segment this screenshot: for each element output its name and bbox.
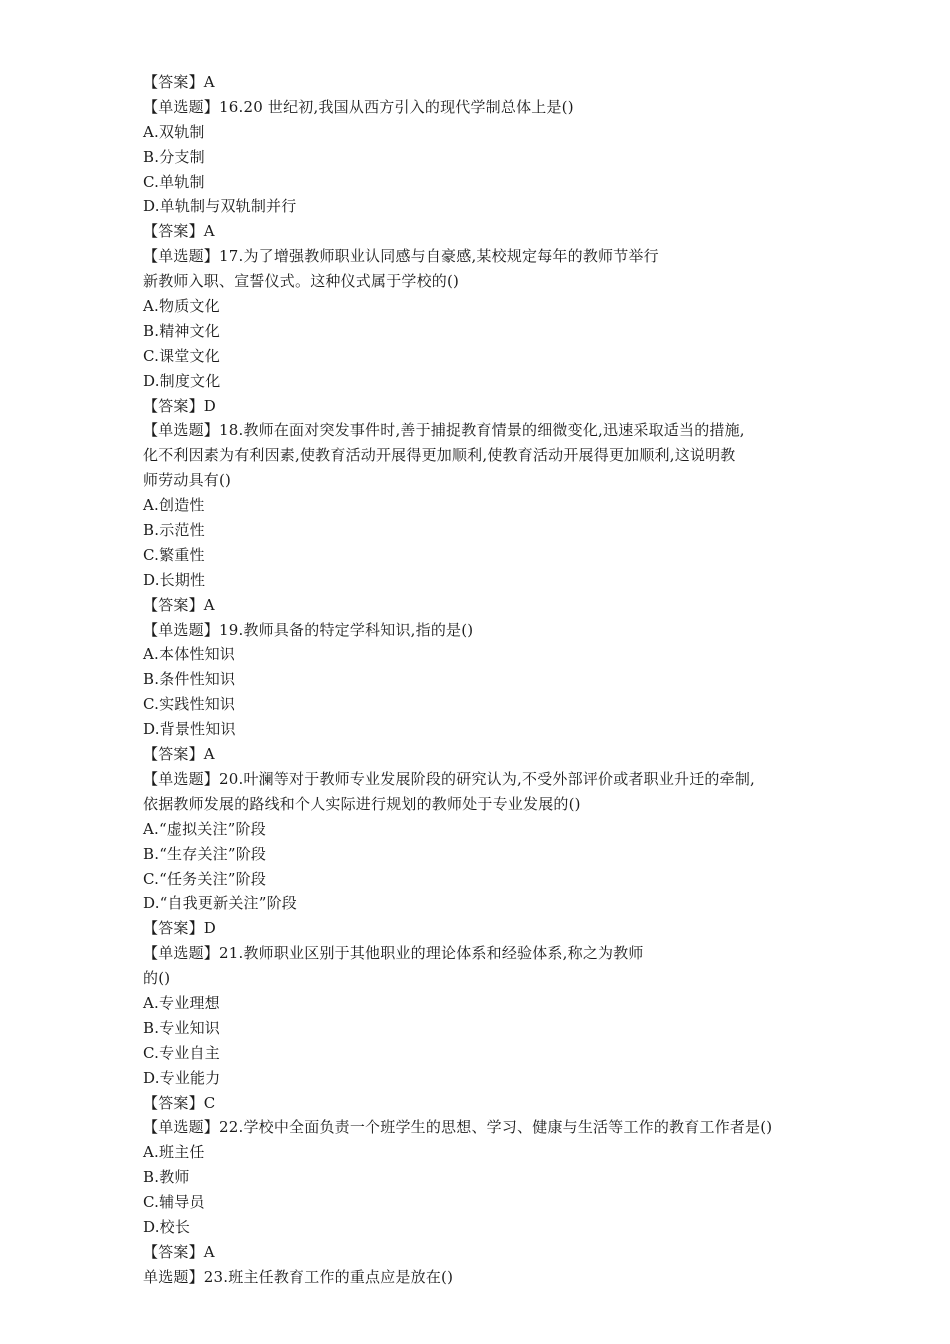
text-line: 的(): [143, 969, 171, 988]
text-line: 【答案】A: [143, 1242, 215, 1261]
text-line: B.教师: [143, 1168, 190, 1187]
text-line: C.辅导员: [143, 1193, 205, 1212]
text-line: 【答案】A: [143, 222, 215, 241]
text-line: 【单选题】20.叶澜等对于教师专业发展阶段的研究认为,不受外部评价或者职业升迁的牵制,: [143, 769, 755, 788]
text-line: 【答案】A: [143, 73, 215, 91]
text-line: D.单轨制与双轨制并行: [143, 197, 297, 216]
text-line: 【单选题】19.教师具备的特定学科知识,指的是(): [143, 620, 474, 639]
text-line: B.条件性知识: [143, 670, 236, 689]
text-line: A.双轨制: [143, 122, 205, 141]
text-line: C.“任务关注”阶段: [143, 869, 267, 888]
text-line: A.“虚拟关注”阶段: [143, 819, 266, 838]
text-line: A.班主任: [143, 1143, 205, 1162]
text-line: C.专业自主: [143, 1043, 220, 1062]
text-line: D.校长: [143, 1217, 191, 1236]
text-line: D.长期性: [143, 570, 206, 589]
text-line: D.专业能力: [143, 1068, 221, 1087]
text-line: 【单选题】22.学校中全面负责一个班学生的思想、学习、健康与生活等工作的教育工作者是(): [143, 1118, 773, 1137]
text-line: C.单轨制: [143, 172, 205, 191]
text-column: [143, 70, 803, 1290]
text-line: 依据教师发展的路线和个人实际进行规划的教师处于专业发展的(): [143, 794, 581, 813]
text-line: A.物质文化: [143, 297, 220, 316]
text-line: 师劳动具有(): [143, 471, 232, 490]
text-line: B.示范性: [143, 521, 205, 540]
text-line: 【单选题】21.教师职业区别于其他职业的理论体系和经验体系,称之为教师: [143, 944, 644, 963]
text-line: 【单选题】17.为了增强教师职业认同感与自豪感,某校规定每年的教师节举行: [143, 247, 659, 266]
text-line: 化不利因素为有利因素,使教育活动开展得更加顺利,使教育活动开展得更加顺利,这说明教: [143, 446, 736, 465]
text-line: C.课堂文化: [143, 346, 220, 365]
text-line: 【答案】D: [143, 396, 217, 415]
text-line: C.繁重性: [143, 545, 205, 564]
text-line: D.背景性知识: [143, 720, 236, 739]
text-line: D.制度文化: [143, 371, 221, 390]
text-line: 【单选题】18.教师在面对突发事件时,善于捕捉教育情景的细微变化,迅速采取适当的措施,: [143, 421, 745, 440]
text-line: 【答案】D: [143, 919, 217, 938]
text-line: C.实践性知识: [143, 695, 236, 714]
text-line: A.专业理想: [143, 993, 220, 1012]
text-line: B.分支制: [143, 147, 205, 166]
text-line: 新教师入职、宣誓仪式。这种仪式属于学校的(): [143, 272, 460, 291]
text-line: 【答案】A: [143, 745, 215, 764]
text-line: B.专业知识: [143, 1018, 220, 1037]
text-line: D.“自我更新关注”阶段: [143, 894, 297, 913]
text-line: A.创造性: [143, 496, 205, 515]
text-line: 单选题】23.班主任教育工作的重点应是放在(): [143, 1267, 454, 1286]
text-line: 【答案】C: [143, 1093, 216, 1112]
text-line: 【答案】A: [143, 595, 215, 614]
text-line: A.本体性知识: [143, 645, 236, 664]
text-line: 【单选题】16.20 世纪初,我国从西方引入的现代学制总体上是(): [143, 97, 574, 116]
text-line: B.“生存关注”阶段: [143, 844, 267, 863]
text-line: B.精神文化: [143, 321, 220, 340]
